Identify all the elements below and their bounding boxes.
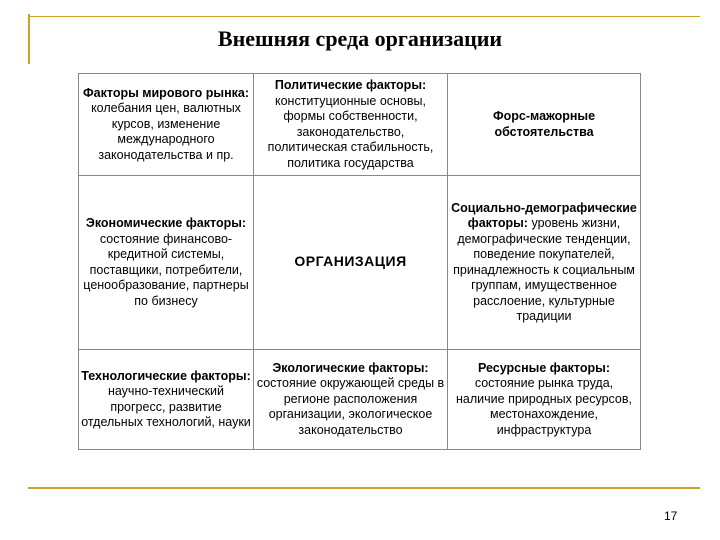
- table-row: [79, 176, 641, 350]
- world-market-factors-text: колебания цен, валютных курсов, изменение международного законодательства и пр.: [91, 101, 241, 162]
- technological-factors-label: Технологические факторы:: [81, 368, 251, 383]
- ecological-factors-text: состояние окружающей среды в регионе расположения организации, экологическое законодательство: [256, 376, 445, 437]
- table-row: [79, 74, 641, 176]
- world-market-factors-cell: [79, 74, 254, 176]
- ecological-factors-label: Экологические факторы:: [272, 360, 429, 375]
- resource-factors-label: Ресурсные факторы:: [477, 360, 610, 375]
- social-demographic-factors-text: уровень жизни, демографические тенденции, поведение покупателей, принадлежность к социальным группам, имущественное расслоение, культурные традиции: [453, 216, 635, 323]
- organization-label: ОРГАНИЗАЦИЯ: [294, 253, 407, 270]
- resource-factors-cell: [448, 350, 641, 450]
- accent-top-line: [28, 16, 700, 17]
- political-factors-text: конституционные основы, формы собственности, законодательство, политическая стабильность, политика государства: [267, 93, 434, 170]
- force-majeure-label: Форс-мажорные обстоятельства: [492, 109, 596, 139]
- factors-table: [78, 73, 641, 450]
- economic-factors-label: Экономические факторы:: [85, 216, 247, 230]
- page-number: 17: [664, 509, 678, 523]
- economic-factors-text: состояние финансово-кредитной системы, поставщики, потребители, ценообразование, партнеры по бизнесу: [83, 231, 249, 308]
- technological-factors-cell: [79, 350, 254, 450]
- economic-factors-cell: [79, 176, 254, 350]
- organization-cell: [254, 176, 448, 350]
- ecological-factors-cell: [254, 350, 448, 450]
- political-factors-label: Политические факторы:: [274, 78, 427, 92]
- social-demographic-factors-label: Социально-демографические факторы:: [451, 200, 637, 230]
- slide-title: Внешняя среда организации: [217, 26, 503, 51]
- technological-factors-text: научно-технический прогресс, развитие отдельных технологий, науки: [81, 384, 251, 429]
- political-factors-cell: [254, 74, 448, 176]
- social-demographic-factors-cell: [448, 176, 641, 350]
- resource-factors-text: состояние рынка труда, наличие природных ресурсов, местонахождение, инфраструктура: [456, 376, 632, 437]
- world-market-factors-label: Факторы мирового рынка:: [83, 85, 249, 100]
- table-row: [79, 350, 641, 450]
- force-majeure-cell: [448, 74, 641, 176]
- accent-bottom-line: [28, 487, 700, 489]
